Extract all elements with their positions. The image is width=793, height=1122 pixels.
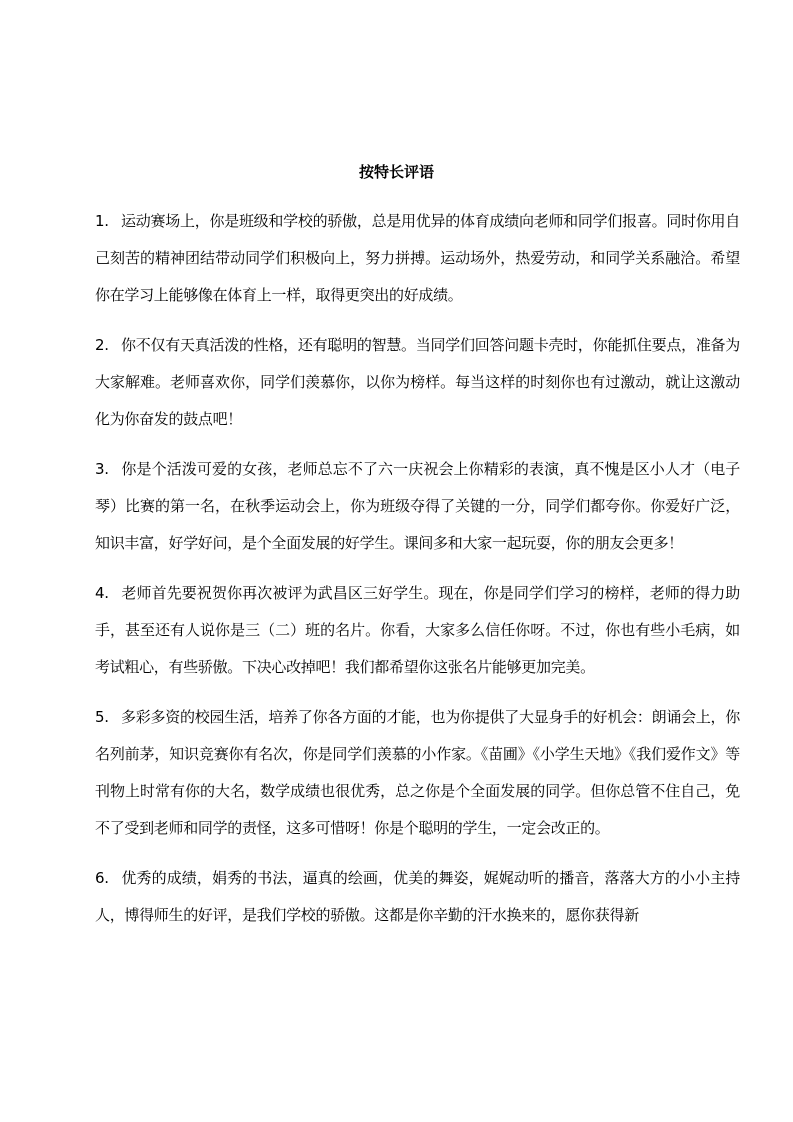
document-body — [95, 203, 740, 947]
item-text: 多彩多资的校园生活，培养了你各方面的才能，也为你提供了大显身手的好机会：朗诵会上，你名列前茅，知识竞赛你有名次，你是同学们羡慕的小作家。《苗圃》《小学生天地》《我们爱作文》等刊物上时常有你的大名，数学成绩也很优秀，总之你是个全面发展的同学。但你总管不住自己，免不了受到老师和同学的责怪，这多可惜呀！你是个聪明的学生，一定会改正的。 — [95, 708, 740, 837]
comment-item-1 — [95, 203, 740, 314]
item-number: 1. — [95, 212, 109, 230]
item-number: 6. — [95, 869, 109, 887]
item-number: 4. — [95, 584, 109, 602]
item-text: 你是个活泼可爱的女孩，老师总忘不了六一庆祝会上你精彩的表演，真不愧是区小人才（电子琴）比赛的第一名，在秋季运动会上，你为班级夺得了关键的一分，同学们都夸你。你爱好广泛，知识丰富，好学好问，是个全面发展的好学生。课间多和大家一起玩耍，你的朋友会更多！ — [95, 460, 740, 552]
item-number: 2. — [95, 336, 109, 354]
item-text: 优秀的成绩，娟秀的书法，逼真的绘画，优美的舞姿，娓娓动听的播音，落落大方的小小主持人，博得师生的好评，是我们学校的骄傲。这都是你辛勤的汗水换来的，愿你获得新 — [95, 869, 740, 924]
item-text: 老师首先要祝贺你再次被评为武昌区三好学生。现在，你是同学们学习的榜样，老师的得力助手，甚至还有人说你是三（二）班的名片。你看，大家多么信任你呀。不过，你也有些小毛病，如考试粗心，有些骄傲。下决心改掉吧！我们都希望你这张名片能够更加完美。 — [95, 584, 740, 676]
item-text: 你不仅有天真活泼的性格，还有聪明的智慧。当同学们回答问题卡壳时，你能抓住要点，准备为大家解难。老师喜欢你，同学们羡慕你，以你为榜样。每当这样的时刻你也有过激动，就让这激动化为你奋发的鼓点吧！ — [95, 336, 740, 428]
document-title: 按特长评语 — [358, 163, 434, 181]
item-number: 3. — [95, 460, 109, 478]
item-number: 5. — [95, 708, 109, 726]
comment-item-6 — [95, 860, 740, 934]
item-text: 运动赛场上，你是班级和学校的骄傲，总是用优异的体育成绩向老师和同学们报喜。同时你用自己刻苦的精神团结带动同学们积极向上，努力拼搏。运动场外，热爱劳动，和同学关系融洽。希望你在学习上能够像在体育上一样，取得更突出的好成绩。 — [95, 212, 740, 304]
comment-item-3 — [95, 451, 740, 562]
comment-item-4 — [95, 575, 740, 686]
comment-item-2 — [95, 327, 740, 438]
comment-item-5 — [95, 699, 740, 847]
